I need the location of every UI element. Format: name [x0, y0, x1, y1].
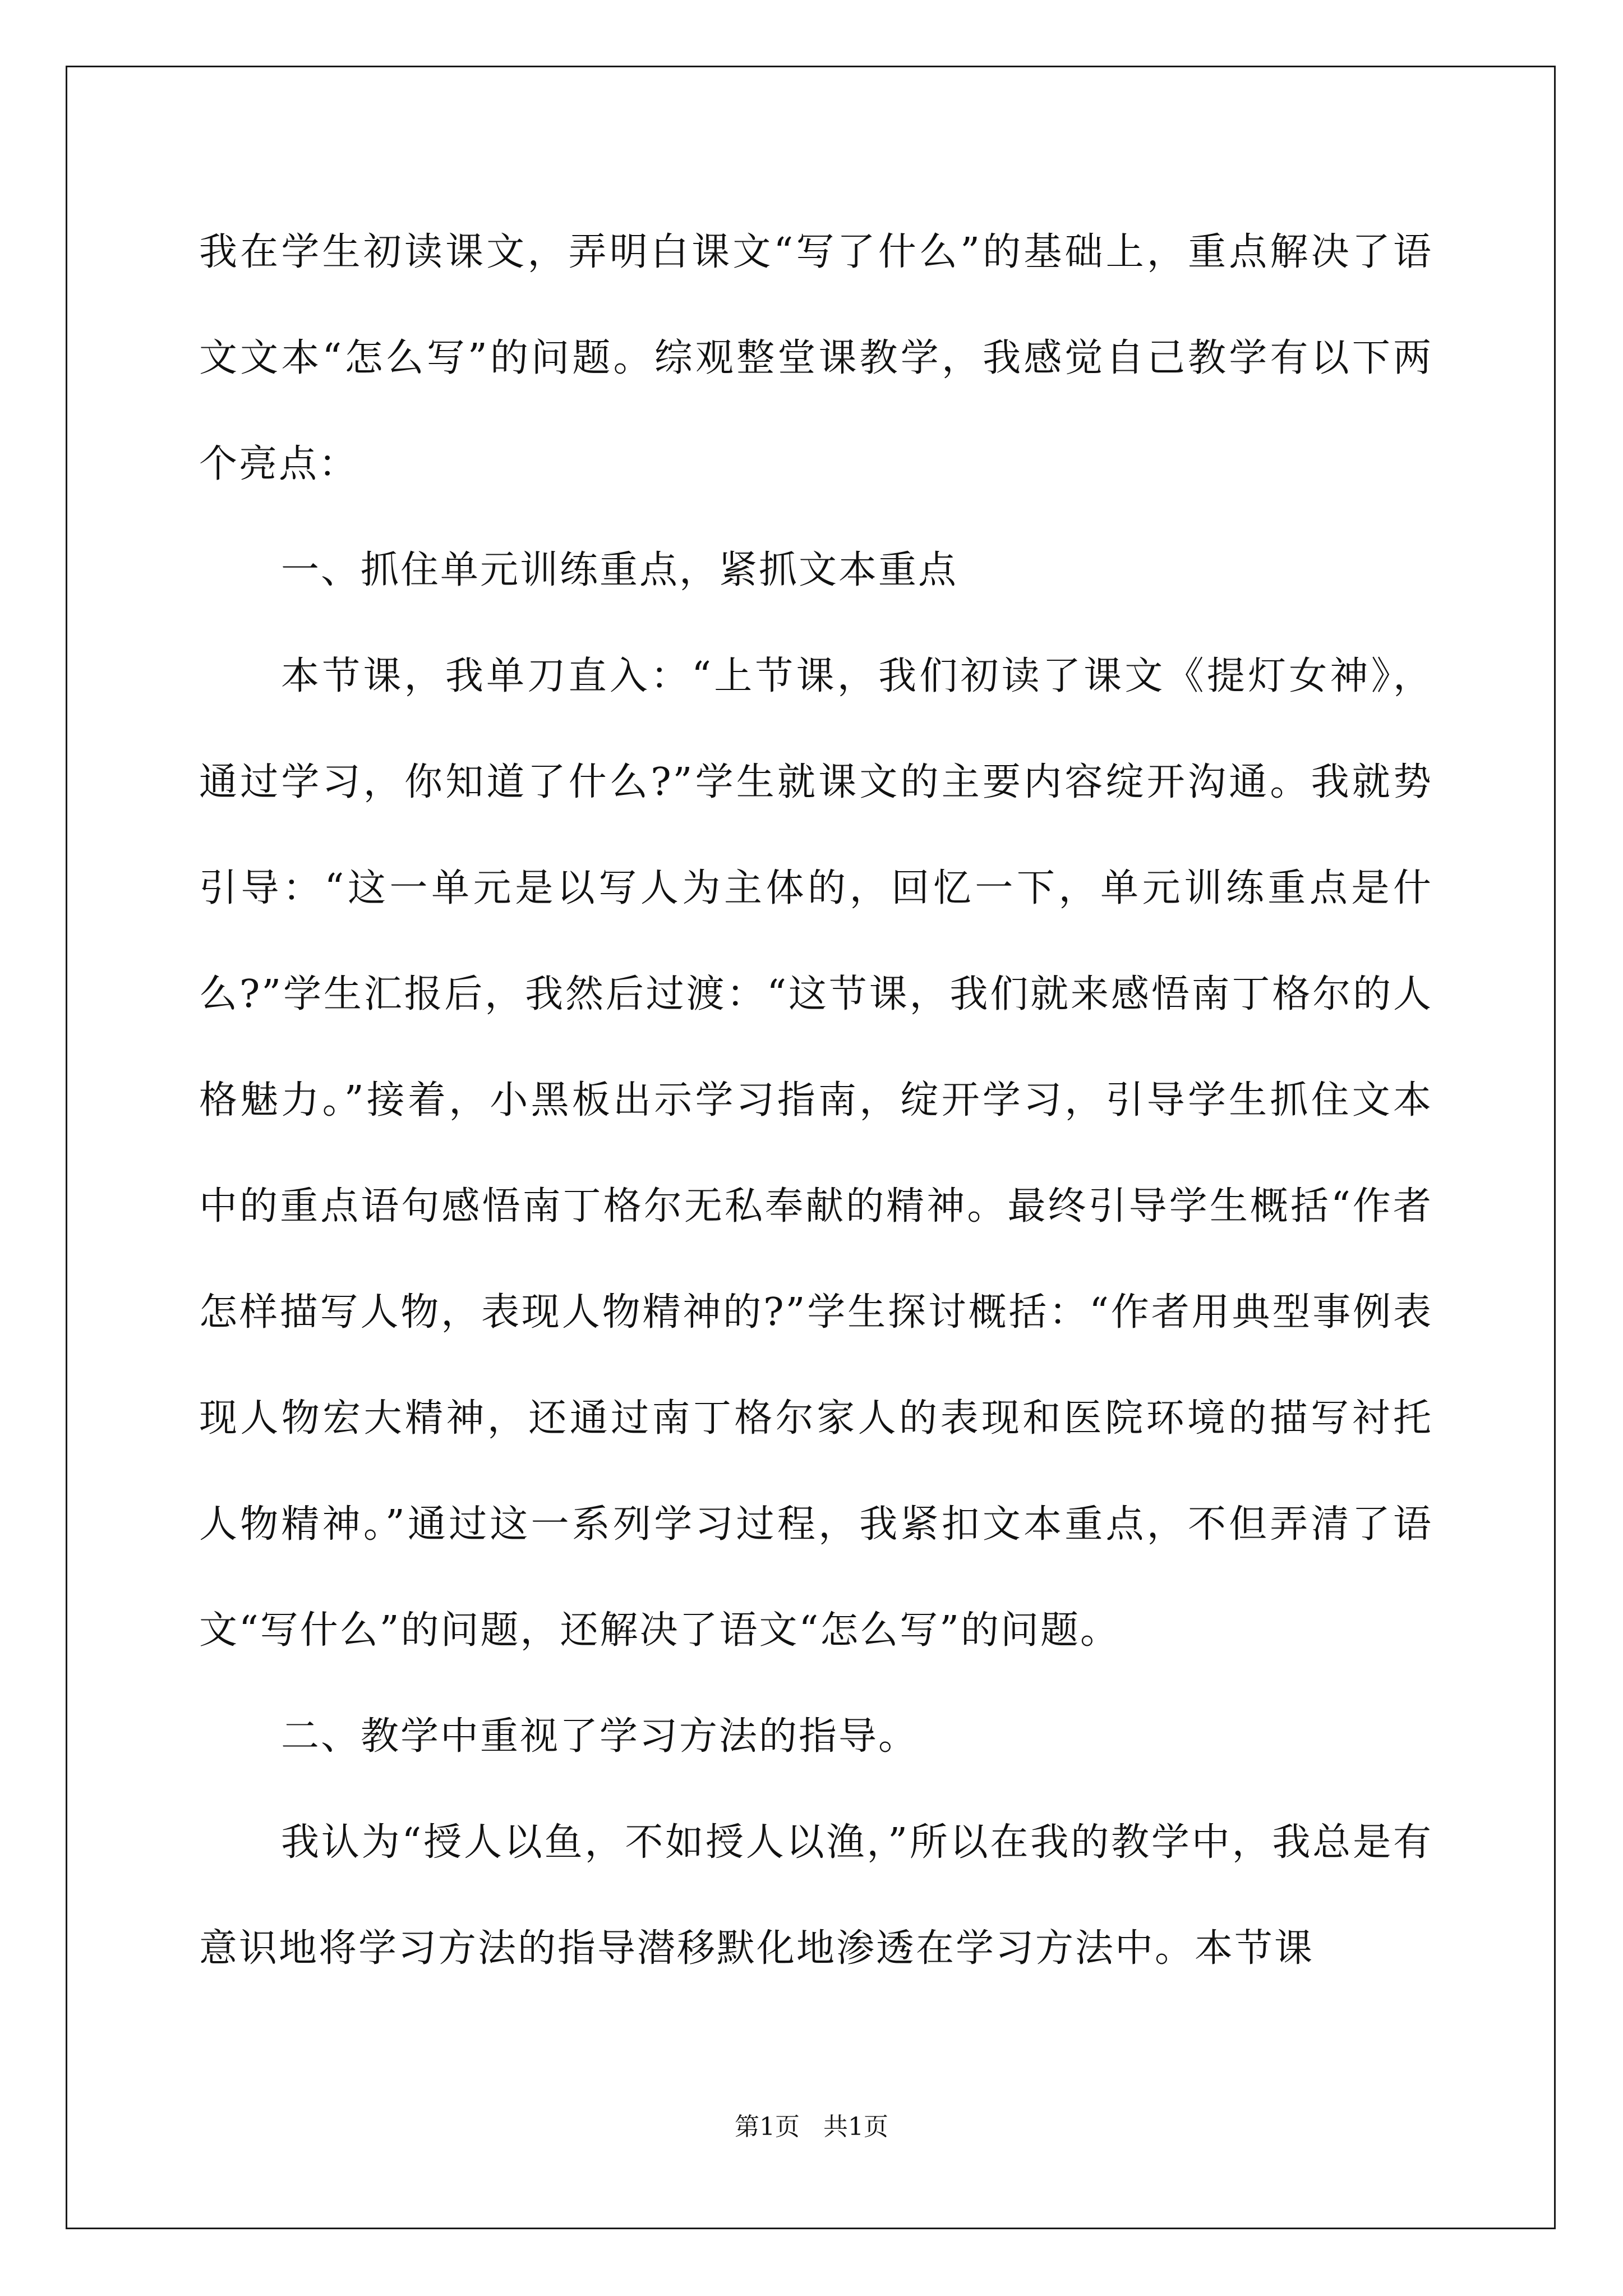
heading-point-one: 一、抓住单元训练重点，紧抓文本重点	[281, 548, 958, 592]
heading-point-two: 二、教学中重视了学习方法的指导。	[281, 1714, 919, 1759]
page-number: 第1页	[735, 2113, 800, 2141]
document-body	[199, 199, 1433, 2001]
paragraph-point-two: 我认为“授人以鱼，不如授人以渔，”所以在我的教学中，我总是有意识地将学习方法的指导潜移默化地渗透在学习方法中。本节课	[199, 1820, 1433, 1971]
paragraph-intro: 我在学生初读课文，弄明白课文“写了什么”的基础上，重点解决了语文文本“怎么写”的问题。综观整堂课教学，我感觉自己教学有以下两个亮点：	[199, 230, 1433, 486]
paragraph-point-one: 本节课，我单刀直入：“上节课，我们初读了课文《提灯女神》，通过学习，你知道了什么?”学生就课文的主要内容绽开沟通。我就势引导：“这一单元是以写人为主体的，回忆一下，单元训练重点是什么?”学生汇报后，我然后过渡：“这节课，我们就来感悟南丁格尔的人格魅力。”接着，小黑板出示学习指南，绽开学习，引导学生抓住文本中的重点语句感悟南丁格尔无私奉献的精神。最终引导学生概括“作者怎样描写人物，表现人物精神的?”学生探讨概括：“作者用典型事例表现人物宏大精神，还通过南丁格尔家人的表现和医院环境的描写衬托人物精神。”通过这一系列学习过程，我紧扣文本重点，不但弄清了语文“写什么”的问题，还解决了语文“怎么写”的问题。	[199, 654, 1433, 1653]
page-footer	[0, 2110, 1623, 2144]
page-total: 共1页	[823, 2113, 888, 2141]
